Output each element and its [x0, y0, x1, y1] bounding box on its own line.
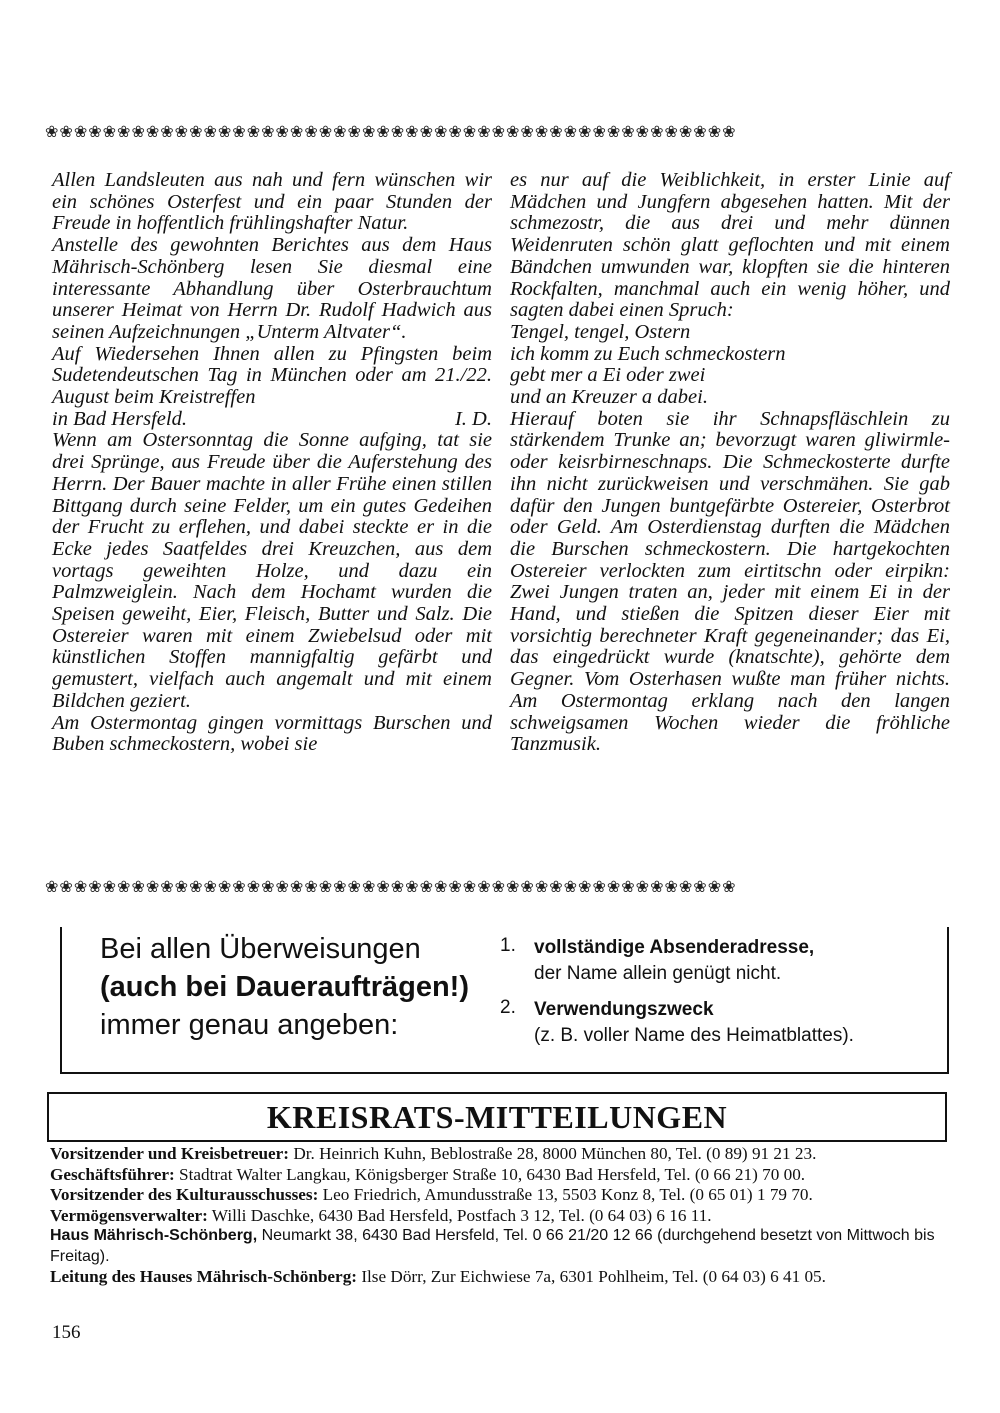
ornament-glyph: ❀	[621, 122, 636, 141]
contact-label: Vorsitzender des Kulturausschusses:	[50, 1185, 319, 1204]
contact-label: Leitung des Hauses Mährisch-Schönberg:	[50, 1267, 358, 1286]
ornament-glyph: ❀	[650, 877, 665, 896]
ornament-glyph: ❀	[477, 122, 492, 141]
ornament-glyph: ❀	[217, 122, 233, 141]
ornament-glyph: ❀	[361, 122, 377, 141]
ornament-glyph: ❀	[722, 877, 737, 896]
notice-item	[500, 997, 940, 1049]
ornament-glyph: ❀	[203, 877, 218, 896]
ornament-glyph: ❀	[606, 877, 622, 896]
ornament-glyph: ❀	[491, 877, 506, 896]
ornament-glyph: ❀	[289, 122, 305, 141]
ornament-glyph: ❀	[678, 877, 694, 896]
ornament-glyph: ❀	[534, 877, 550, 896]
contact-details: Dr. Heinrich Kuhn, Beblostraße 28, 8000 München 80, Tel. (0 89) 91 21 23.	[289, 1144, 817, 1163]
contact-details: Willi Daschke, 6430 Bad Hersfeld, Postfach 3 12, Tel. (0 64 03) 6 16 11.	[207, 1205, 712, 1225]
notice-heading	[100, 930, 500, 1044]
notice-list	[500, 935, 940, 1059]
ornament-glyph: ❀	[707, 877, 723, 896]
contact-line	[50, 1165, 955, 1186]
ornament-glyph: ❀	[462, 877, 478, 896]
ornament-divider-top	[45, 120, 955, 144]
ornament-glyph: ❀	[563, 122, 579, 141]
ornament-glyph: ❀	[419, 877, 434, 896]
article-left-column	[52, 170, 492, 756]
ornament-glyph: ❀	[217, 877, 233, 896]
ornament-glyph: ❀	[433, 877, 449, 896]
ornament-glyph: ❀	[261, 877, 276, 896]
ornament-glyph: ❀	[261, 122, 276, 141]
ornament-glyph: ❀	[45, 877, 60, 896]
verse-line: gebt mer a Ei oder zwei	[510, 364, 706, 387]
ornament-glyph: ❀	[376, 122, 391, 141]
ornament-glyph: ❀	[59, 877, 74, 896]
ornament-glyph: ❀	[433, 122, 449, 141]
ornament-glyph: ❀	[333, 877, 348, 896]
notice-item-detail: der Name allein genügt nicht.	[534, 963, 782, 984]
ornament-glyph: ❀	[189, 877, 204, 896]
ornament-glyph: ❀	[477, 877, 492, 896]
ornament-glyph: ❀	[592, 122, 607, 141]
contact-details: Stadtrat Walter Langkau, Königsberger Straße 10, 6430 Bad Hersfeld, Tel. (0 66 21) 70 00.	[174, 1164, 806, 1184]
ornament-glyph: ❀	[160, 877, 175, 896]
ornament-glyph: ❀	[361, 877, 377, 896]
ornament-glyph: ❀	[117, 877, 132, 896]
ornament-glyph: ❀	[203, 122, 218, 141]
ornament-glyph: ❀	[376, 877, 391, 896]
ornament-glyph: ❀	[318, 122, 334, 141]
ornament-glyph: ❀	[549, 122, 564, 141]
ornament-glyph: ❀	[534, 122, 550, 141]
ornament-glyph: ❀	[405, 877, 420, 896]
signoff-text: in Bad Hersfeld.	[52, 407, 187, 430]
ornament-glyph: ❀	[304, 122, 319, 141]
contact-details: Ilse Dörr, Zur Eichwiese 7a, 6301 Pohlheim, Tel. (0 64 03) 6 41 05.	[357, 1267, 826, 1286]
ornament-glyph: ❀	[145, 122, 161, 141]
kreisrat-title: KREISRATS-MITTEILUNGEN	[47, 1092, 947, 1142]
kreisrat-contacts	[50, 1144, 955, 1288]
ornament-glyph: ❀	[563, 877, 579, 896]
notice-item-heading: Verwendungszweck	[534, 999, 714, 1020]
ornament-glyph: ❀	[635, 877, 651, 896]
ornament-glyph: ❀	[405, 122, 420, 141]
notice-item-heading: vollständige Absenderadresse,	[534, 937, 815, 958]
ornament-glyph: ❀	[578, 122, 593, 141]
ornament-glyph: ❀	[189, 122, 204, 141]
notice-item-detail: (z. B. voller Name des Heimatblattes).	[534, 1025, 854, 1046]
ornament-glyph: ❀	[520, 877, 535, 896]
verse-line: Tengel, tengel, Ostern	[510, 320, 691, 343]
ornament-glyph: ❀	[347, 877, 362, 896]
ornament-glyph: ❀	[390, 122, 406, 141]
ornament-glyph: ❀	[59, 122, 74, 141]
contact-details: Leo Friedrich, Amundusstraße 13, 5503 Konz 8, Tel. (0 65 01) 1 79 70.	[318, 1185, 813, 1204]
ornament-glyph: ❀	[664, 877, 679, 896]
article-right-column	[510, 170, 950, 756]
intro-paragraph: Anstelle des gewohnten Berichtes aus dem Haus Mährisch-Schönberg lesen Sie diesmal eine interessante Abhandlung über Osterbrauchtum unserer Heimat von Herrn Dr. Rudolf Hadwich aus seinen Aufzeichnungen „Unterm Altvater“.	[52, 234, 492, 343]
ornament-glyph: ❀	[678, 122, 694, 141]
ornament-glyph: ❀	[707, 122, 723, 141]
contact-label: Vorsitzender und Kreisbetreuer:	[50, 1144, 290, 1163]
ornament-glyph: ❀	[73, 122, 89, 141]
signoff-initials: I. D.	[454, 407, 492, 430]
ornament-glyph: ❀	[232, 877, 247, 896]
ornament-glyph: ❀	[174, 877, 190, 896]
ornament-glyph: ❀	[592, 877, 607, 896]
ornament-glyph: ❀	[347, 122, 362, 141]
contact-line	[50, 1185, 955, 1206]
contact-line	[50, 1206, 955, 1227]
ornament-glyph: ❀	[506, 877, 521, 896]
signoff-line	[52, 409, 492, 431]
ornament-glyph: ❀	[275, 877, 290, 896]
ornament-glyph: ❀	[45, 122, 60, 141]
ornament-glyph: ❀	[390, 877, 406, 896]
ornament-glyph: ❀	[232, 122, 247, 141]
contact-label: Haus Mährisch-Schönberg,	[50, 1227, 258, 1244]
ornament-glyph: ❀	[73, 877, 89, 896]
greeting-paragraph: Allen Landsleuten aus nah und fern wünschen wir ein schönes Osterfest und ein paar Stunden der Freude in hoffentlich frühlingshafter Natur.	[52, 169, 492, 235]
custom-paragraph: es nur auf die Weiblichkeit, in erster Linie auf Mädchen und Jungfern abgesehen hatten. Mit der schmezostr, die aus drei und mehr dünnen Weidenruten schön glatt geflochten und mit einem Bändchen umwunden war, klopften sie die hinteren Rockfalten, manchmal auch ein wenig höher, und sagten dabei einen Spruch:	[510, 169, 950, 322]
ornament-glyph: ❀	[160, 122, 175, 141]
ornament-glyph: ❀	[448, 877, 463, 896]
notice-item-number: 2.	[500, 997, 516, 1018]
ornament-glyph: ❀	[318, 877, 334, 896]
ornament-glyph: ❀	[304, 877, 319, 896]
ornament-glyph: ❀	[145, 877, 161, 896]
ornament-glyph: ❀	[506, 122, 521, 141]
ornament-glyph: ❀	[246, 877, 262, 896]
ornament-glyph: ❀	[520, 122, 535, 141]
ornament-glyph: ❀	[491, 122, 506, 141]
ornament-glyph: ❀	[621, 877, 636, 896]
ornament-glyph: ❀	[664, 122, 679, 141]
notice-line-2: (auch bei Daueraufträgen!)	[100, 971, 469, 1003]
ornament-glyph: ❀	[275, 122, 290, 141]
ornament-glyph: ❀	[693, 122, 708, 141]
contact-line	[50, 1226, 955, 1267]
ornament-glyph: ❀	[131, 877, 146, 896]
ornament-glyph: ❀	[462, 122, 478, 141]
verse-line: ich komm zu Euch schmeckostern	[510, 342, 786, 365]
ornament-glyph: ❀	[117, 122, 132, 141]
ornament-glyph: ❀	[333, 122, 348, 141]
contact-label: Geschäftsführer:	[50, 1164, 175, 1184]
notice-item	[500, 935, 940, 987]
ornament-glyph: ❀	[102, 877, 118, 896]
contact-details: Neumarkt 38, 6430 Bad Hersfeld, Tel. 0 66 21/20 12 66 (durchgehend besetzt von Mittwoch bis Freitag).	[50, 1227, 935, 1265]
notice-line-3: immer genau angeben:	[100, 1009, 399, 1041]
ornament-glyph: ❀	[88, 877, 103, 896]
easter-sunday-paragraph: Wenn am Ostersonntag die Sonne aufging, tat sie drei Sprünge, aus Freude über die Auferstehung des Herrn. Der Bauer machte in aller Frühe einen stillen Bittgang durch seine Felder, um ein gutes Gedeihen der Frucht zu erflehen, und dabei steckte er in die Ecke jedes Saatfeldes drei Kreuzchen, aus dem vortags geweihten Holze, und dazu ein Palmzweiglein. Nach dem Hochamt wurden die Speisen geweiht, Eier, Fleisch, Butter und Salz. Die Ostereier waren mit einem Zwiebelsud oder mit künstlichen Stoffen mannigfaltig gefärbt und gemustert, vielfach auch angemalt und mit einem Bildchen geziert.	[52, 429, 492, 712]
closing-paragraph: Hierauf boten sie ihr Schnapsfläschlein zu stärkendem Trunke an; bevorzugt waren gliwirmle- oder keisrbirneschnaps. Die Schmeckosterte durfte ihn nicht zurückweisen und verschmähen. Sie gab dafür den Jungen buntgefärbte Ostereier, Osterbrot oder Geld. Am Osterdienstag durften die Mädchen die Burschen schmeckostern. Die hartgekochten Ostereier verlockten zum eirtitschn oder eirpikn: Zwei Jungen traten an, jeder mit einem Ei in der Hand, und stießen die Spitzen dieser Eier mit vorsichtig berechneter Kraft gegeneinander; das Ei, das eingedrückt wurde (knatschte), gehörte dem Gegner. Vom Osterhasen wußte man früher nichts. Am Ostermontag erklang nach den langen schweigsamen Wochen wieder die fröhliche Tanzmusik.	[510, 407, 950, 756]
verse-line: und an Kreuzer a dabei.	[510, 386, 708, 409]
ornament-glyph: ❀	[419, 122, 434, 141]
farewell-paragraph: Auf Wiedersehen Ihnen allen zu Pfingsten beim Sudetendeutschen Tag in München oder am 21./22. August beim Kreistreffen	[52, 342, 492, 409]
contact-line	[50, 1144, 955, 1165]
ornament-glyph: ❀	[448, 122, 463, 141]
transfer-notice-box	[60, 927, 949, 1074]
ornament-glyph: ❀	[722, 122, 737, 141]
ornament-glyph: ❀	[606, 122, 622, 141]
ornament-glyph: ❀	[578, 877, 593, 896]
easter-monday-paragraph: Am Ostermontag gingen vormittags Burschen und Buben schmeckostern, wobei sie	[52, 711, 492, 756]
ornament-glyph: ❀	[289, 877, 305, 896]
ornament-glyph: ❀	[549, 877, 564, 896]
notice-item-number: 1.	[500, 935, 516, 956]
contact-label: Vermögensverwalter:	[50, 1205, 208, 1225]
ornament-glyph: ❀	[693, 877, 708, 896]
ornament-glyph: ❀	[650, 122, 665, 141]
ornament-divider-middle	[45, 875, 955, 899]
ornament-glyph: ❀	[131, 122, 146, 141]
ornament-glyph: ❀	[102, 122, 118, 141]
ornament-glyph: ❀	[635, 122, 651, 141]
ornament-glyph: ❀	[246, 122, 262, 141]
ornament-glyph: ❀	[88, 122, 103, 141]
page-number: 156	[52, 1322, 81, 1343]
contact-line	[50, 1267, 955, 1288]
ornament-glyph: ❀	[174, 122, 190, 141]
notice-line-1: Bei allen Überweisungen	[100, 933, 421, 965]
